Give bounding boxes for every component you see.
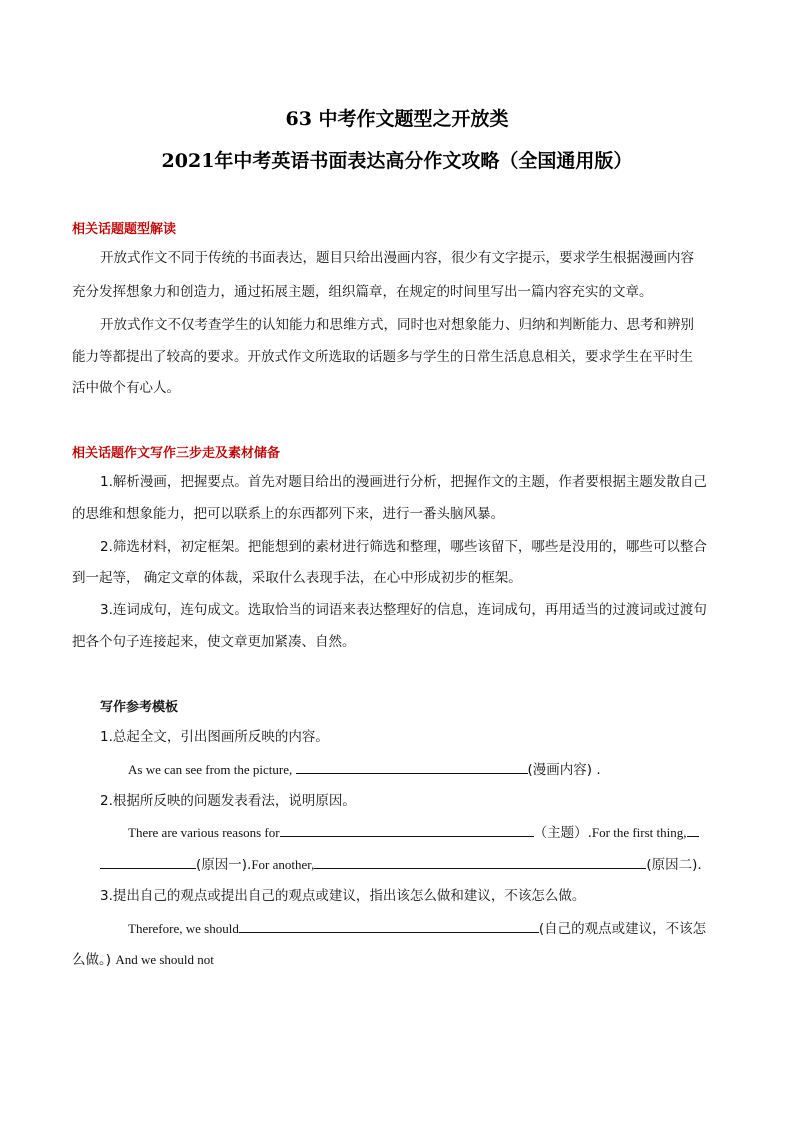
template-english-text: Therefore, we should	[128, 921, 239, 936]
section-heading-writing-template: 写作参考模板	[100, 700, 179, 715]
paragraph-text: 能力等都提出了较高的要求。开放式作文所选取的话题多与学生的日常生活息息相关，要求学生在平时生	[72, 349, 693, 365]
template-english-text: For the first thing,	[591, 825, 687, 840]
blank-hint: （主题）.	[533, 825, 592, 841]
step-text: 的思维和想象能力，把可以联系上的东西都列下来，进行一番头脑风暴。	[72, 506, 504, 522]
fill-in-blank	[100, 854, 196, 869]
template-item-2-sentence	[128, 822, 699, 843]
template-item-1-label: 1.总起全文，引出图画所反映的内容。	[100, 729, 329, 745]
section-heading-three-steps: 相关话题作文写作三步走及素材储备	[72, 446, 281, 461]
step-text: 到一起等， 确定文章的体裁，采取什么表现手法，在心中形成初步的框架。	[72, 570, 522, 586]
fill-in-blank	[280, 822, 534, 837]
paragraph-text: 开放式作文不仅考查学生的认知能力和思维方式，同时也对想象能力、归纳和判断能力、思考和辨别	[100, 317, 694, 333]
step-text: 2.筛选材料，初定框架。把能想到的素材进行筛选和整理，哪些该留下，哪些是没用的，哪些可以整合	[100, 539, 707, 555]
document-title-line1: 63 中考作文题型之开放类	[285, 108, 509, 130]
blank-hint: (自己的观点或建议，不该怎	[538, 921, 707, 937]
paragraph-text: 充分发挥想象力和创造力，通过拓展主题，组织篇章，在规定的时间里写出一篇内容充实的文章。	[72, 284, 653, 300]
step-text: 3.连词成句，连句成文。选取恰当的词语来表达整理好的信息，连词成句，再用适当的过渡词或过渡句	[100, 602, 707, 618]
fill-in-blank	[239, 918, 539, 933]
template-english-text: There are various reasons for	[128, 825, 280, 840]
template-item-2-sentence-cont	[100, 854, 702, 875]
template-item-3-label: 3.提出自己的观点或提出自己的观点或建议，指出该怎么做和建议，不该怎么做。	[100, 888, 586, 904]
document-title-line2: 2021年中考英语书面表达高分作文攻略（全国通用版）	[161, 150, 633, 172]
blank-hint: (原因一).	[196, 857, 252, 873]
fill-in-blank	[296, 759, 528, 774]
template-item-3-sentence-cont	[72, 950, 214, 970]
template-english-text: And we should not	[115, 952, 214, 967]
fill-in-blank	[314, 854, 646, 869]
template-english-text: For another,	[251, 857, 315, 872]
step-text: 1.解析漫画，把握要点。首先对题目给出的漫画进行分析，把握作文的主题，作者要根据主题发散自己	[100, 474, 707, 490]
template-english-text: As we can see from the picture,	[128, 762, 296, 777]
fill-in-blank	[687, 822, 699, 837]
paragraph-text: 活中做个有心人。	[72, 380, 180, 396]
section-heading-topic-analysis: 相关话题题型解读	[72, 222, 177, 237]
template-item-2-label: 2.根据所反映的问题发表看法，说明原因。	[100, 793, 356, 809]
blank-hint: (漫画内容) .	[527, 762, 601, 778]
template-item-3-sentence	[128, 918, 706, 939]
blank-hint: 么做。)	[72, 952, 116, 968]
blank-hint: (原因二).	[646, 857, 702, 873]
paragraph-text: 开放式作文不同于传统的书面表达，题目只给出漫画内容，很少有文字提示，要求学生根据漫画内容	[100, 250, 694, 266]
template-item-1-sentence	[128, 759, 601, 780]
step-text: 把各个句子连接起来，使文章更加紧凑、自然。	[72, 634, 356, 650]
